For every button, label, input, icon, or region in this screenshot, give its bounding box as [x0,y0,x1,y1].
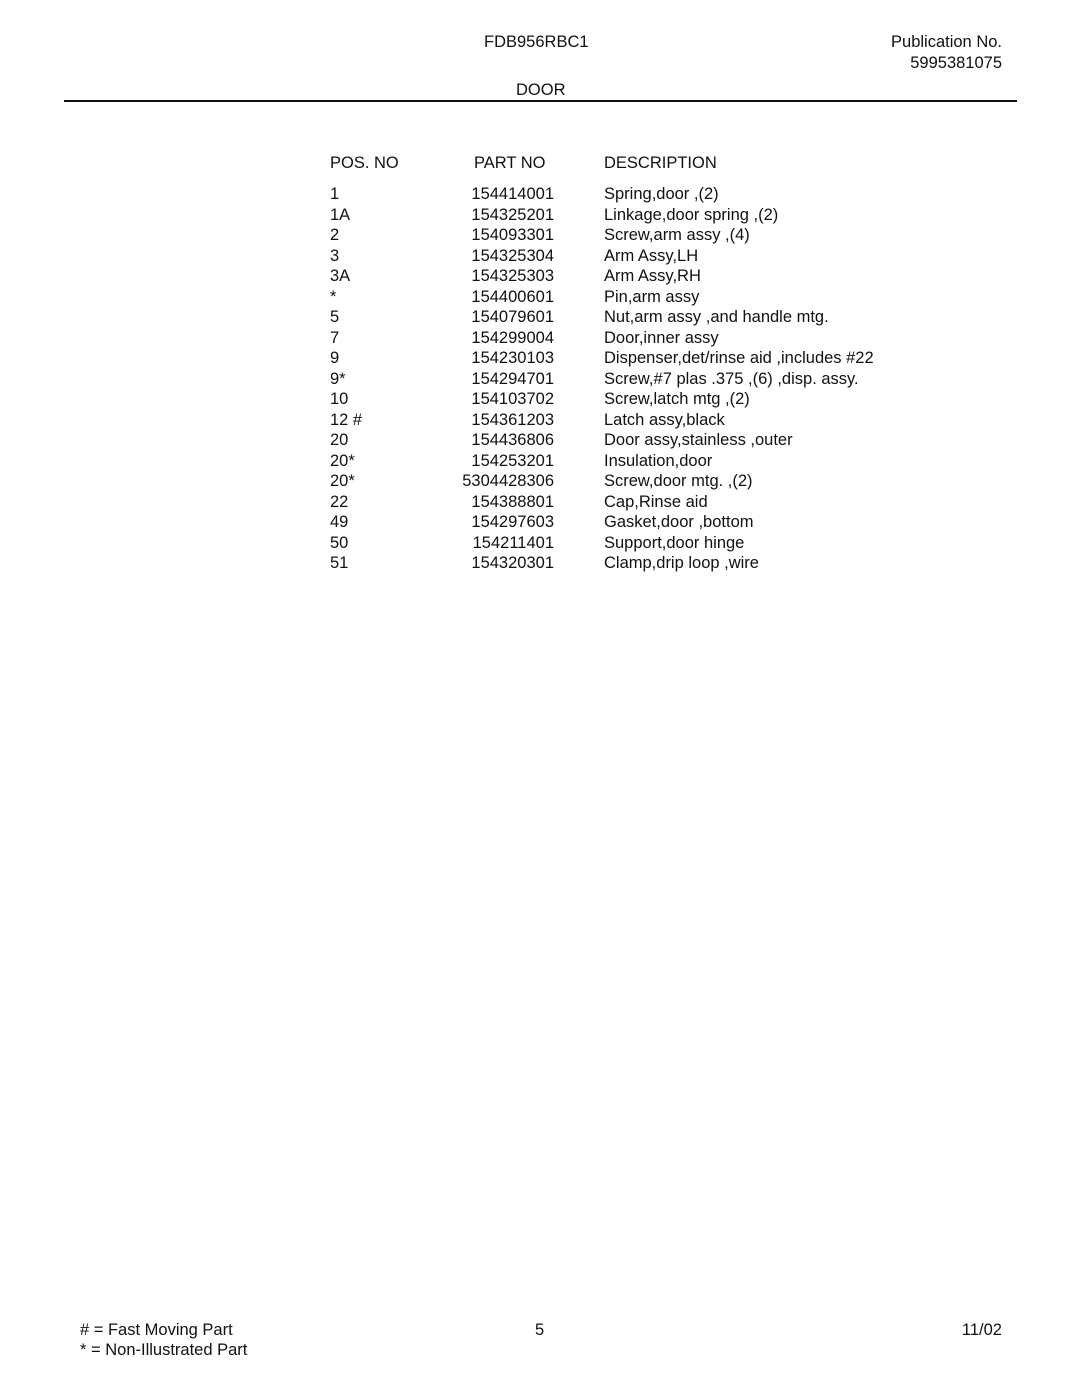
publication-number: 5995381075 [910,54,1002,72]
part-number-cell: 154297603 [471,513,554,531]
table-row [330,533,930,554]
publication-label: Publication No. [891,33,1002,51]
pos-cell: 10 [330,390,349,408]
pos-cell: 20* [330,472,355,490]
pos-cell: 20* [330,451,355,470]
description-cell: Cap,Rinse aid [604,492,708,511]
table-row [330,307,930,328]
pos-cell: 7 [330,328,340,347]
table-row [330,369,930,390]
description-cell: Pin,arm assy [604,287,700,306]
column-header-description: DESCRIPTION [604,154,717,172]
pos-cell: 9* [330,369,346,388]
pos-cell: 1 [330,185,340,203]
part-number-cell: 154093301 [471,226,554,244]
pos-cell: 49 [330,513,349,531]
part-number-cell: 154414001 [471,185,554,203]
table-row [330,184,930,205]
part-number-cell: 154079601 [471,308,554,326]
part-number-cell: 154253201 [471,451,554,470]
table-row [330,328,930,349]
table-row [330,246,930,267]
description-cell: Nut,arm assy ,and handle mtg. [604,308,829,326]
description-cell: Screw,#7 plas .375 ,(6) ,disp. assy. [604,369,859,388]
part-number-cell: 154400601 [471,287,554,306]
part-number-cell: 154325201 [471,205,554,224]
page-number: 5 [535,1321,545,1339]
part-number-cell: 154388801 [471,492,554,511]
part-number-cell: 154325303 [471,267,554,285]
part-number-cell: 154294701 [471,369,554,388]
parts-list [330,184,930,574]
table-row [330,430,930,451]
description-cell: Linkage,door spring ,(2) [604,205,779,224]
pos-cell: 9 [330,349,340,367]
pos-cell: 3 [330,246,340,265]
description-cell: Screw,latch mtg ,(2) [604,390,750,408]
part-number-cell: 154320301 [471,554,554,572]
pos-cell: 51 [330,554,349,572]
description-cell: Door assy,stainless ,outer [604,431,793,449]
description-cell: Screw,arm assy ,(4) [604,226,750,244]
pos-cell: * [330,287,337,306]
description-cell: Door,inner assy [604,328,719,347]
part-number-cell: 154103702 [471,390,554,408]
model-number: FDB956RBC1 [484,33,589,51]
table-row [330,512,930,533]
table-row [330,266,930,287]
part-number-cell: 154436806 [471,431,554,449]
table-row [330,205,930,226]
part-number-cell: 154230103 [471,349,554,367]
column-header-part: PART NO [474,154,546,172]
pos-cell: 22 [330,492,349,511]
legend-non-illustrated: * = Non-Illustrated Part [80,1341,248,1359]
header-rule [64,100,1017,102]
table-row [330,348,930,369]
description-cell: Arm Assy,LH [604,246,699,265]
table-row [330,389,930,410]
description-cell: Support,door hinge [604,533,745,552]
table-row [330,451,930,472]
table-row [330,287,930,308]
description-cell: Screw,door mtg. ,(2) [604,472,753,490]
section-title: DOOR [516,81,566,99]
description-cell: Gasket,door ,bottom [604,513,754,531]
table-row [330,410,930,431]
part-number-cell: 154361203 [471,410,554,429]
pos-cell: 3A [330,267,351,285]
description-cell: Spring,door ,(2) [604,185,719,203]
part-number-cell: 154325304 [471,246,554,265]
pos-cell: 12 # [330,410,363,429]
pos-cell: 1A [330,205,351,224]
table-row [330,225,930,246]
description-cell: Clamp,drip loop ,wire [604,554,759,572]
pos-cell: 50 [330,533,349,552]
part-number-cell: 5304428306 [462,472,554,490]
table-row [330,553,930,574]
pos-cell: 5 [330,308,340,326]
description-cell: Arm Assy,RH [604,267,701,285]
column-header-pos: POS. NO [330,154,399,172]
description-cell: Dispenser,det/rinse aid ,includes #22 [604,349,874,367]
pos-cell: 2 [330,226,340,244]
legend-fast-moving: # = Fast Moving Part [80,1321,233,1339]
description-cell: Latch assy,black [604,410,725,429]
description-cell: Insulation,door [604,451,713,470]
publication-date: 11/02 [961,1321,1002,1339]
table-row [330,492,930,513]
part-number-cell: 154211401 [472,533,554,552]
pos-cell: 20 [330,431,349,449]
part-number-cell: 154299004 [471,328,554,347]
table-row [330,471,930,492]
